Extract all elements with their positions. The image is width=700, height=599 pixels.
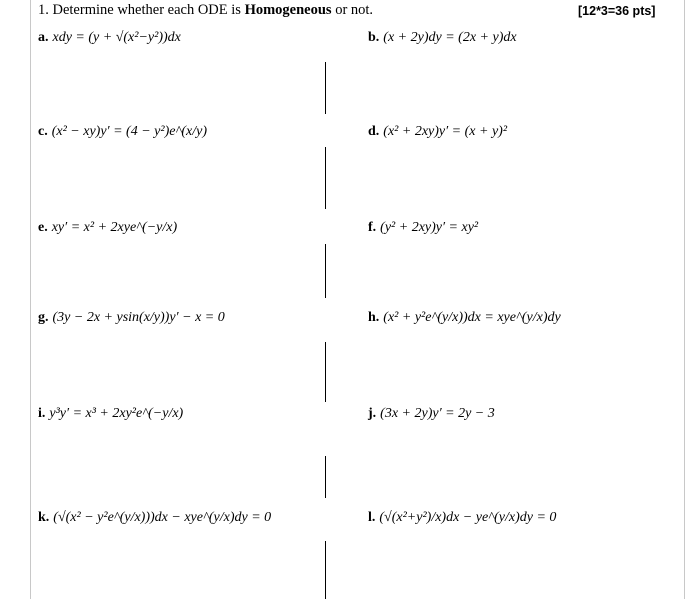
column-divider: [325, 147, 326, 209]
problem-equation: (√(x² − y²e^(y/x)))dx − xye^(y/x)dy = 0: [53, 510, 272, 525]
problem-d: [368, 124, 507, 140]
problem-equation: (√(x²+y²)/x)dx − ye^(y/x)dy = 0: [379, 510, 557, 525]
problem-c: [38, 124, 207, 140]
problem-equation: (x + 2y)dy = (2x + y)dx: [383, 30, 517, 45]
problem-label: g.: [38, 310, 49, 325]
problem-l: [368, 510, 556, 526]
column-divider: [325, 62, 326, 114]
problem-equation: (x² + y²e^(y/x))dx = xye^(y/x)dy: [383, 310, 561, 325]
problem-label: j.: [368, 406, 377, 421]
column-divider: [325, 541, 326, 599]
problem-e: [38, 220, 177, 236]
problem-equation: xy′ = x² + 2xye^(−y/x): [51, 220, 178, 235]
column-divider: [325, 244, 326, 298]
problem-equation: (x² − xy)y′ = (4 − y²)e^(x/y): [51, 124, 207, 139]
column-divider: [325, 342, 326, 402]
problem-i: [38, 406, 183, 422]
problem-equation: xdy = (y + √(x²−y²))dx: [52, 30, 181, 45]
question-number: 1.: [38, 2, 49, 18]
question-suffix: or not.: [335, 2, 374, 18]
problem-label: b.: [368, 30, 380, 45]
problem-a: [38, 30, 181, 46]
problem-label: k.: [38, 510, 50, 525]
problem-j: [368, 406, 495, 422]
problem-f: [368, 220, 478, 236]
problem-equation: y³y′ = x³ + 2xy²e^(−y/x): [49, 406, 184, 421]
problem-label: e.: [38, 220, 48, 235]
question-prefix: Determine whether each ODE is: [52, 2, 241, 18]
question-title: [38, 2, 373, 19]
problem-g: [38, 310, 225, 326]
problem-label: i.: [38, 406, 46, 421]
problem-equation: (x² + 2xy)y′ = (x + y)²: [383, 124, 508, 139]
problem-label: a.: [38, 30, 49, 45]
problem-equation: (3x + 2y)y′ = 2y − 3: [380, 406, 495, 421]
problem-label: h.: [368, 310, 380, 325]
problem-b: [368, 30, 517, 46]
points-label: [12*3=36 pts]: [578, 4, 656, 18]
page-edge-right: [684, 0, 685, 599]
problem-label: d.: [368, 124, 380, 139]
question-bold-word: Homogeneous: [244, 2, 332, 18]
problem-label: l.: [368, 510, 376, 525]
problem-equation: (y² + 2xy)y′ = xy²: [380, 220, 479, 235]
problem-h: [368, 310, 561, 326]
problem-label: c.: [38, 124, 48, 139]
column-divider: [325, 456, 326, 498]
problem-k: [38, 510, 271, 526]
problem-equation: (3y − 2x + ysin(x/y))y′ − x = 0: [52, 310, 225, 325]
page-edge-left: [30, 0, 31, 599]
problem-label: f.: [368, 220, 377, 235]
